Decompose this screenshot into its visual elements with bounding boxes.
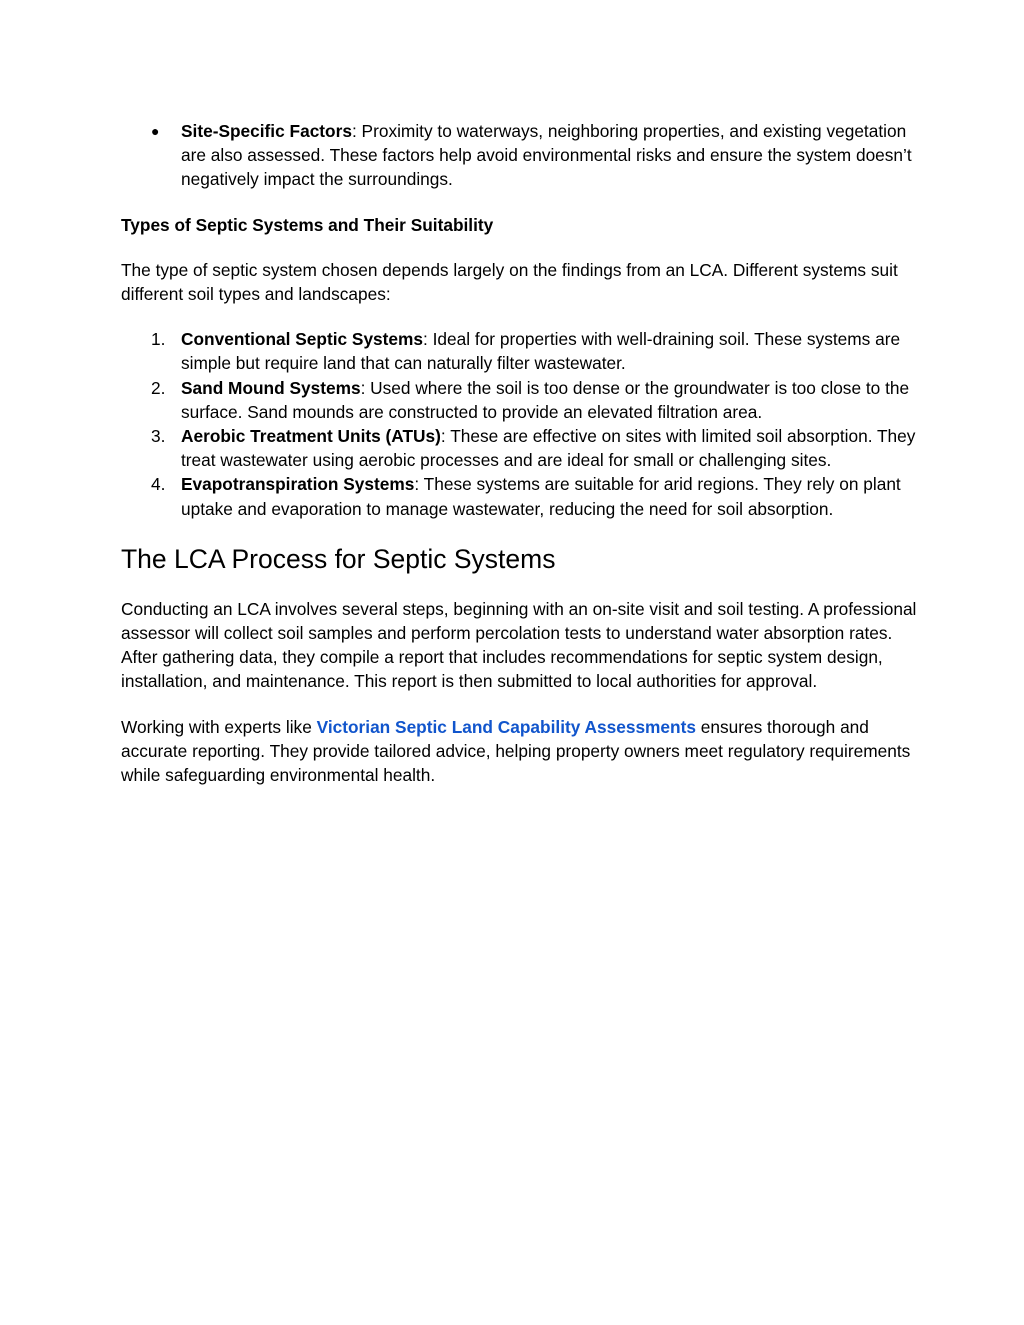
experts-paragraph	[121, 715, 921, 788]
septic-types-list	[121, 327, 921, 521]
list-item-text: : Proximity to waterways, neighboring properties, and existing vegetation are also assessed. These factors help avoid environmental risks and ensure the system doesn’t negatively impact the surroundings.	[181, 121, 912, 190]
list-item-number: 2.	[151, 377, 166, 398]
list-item-term: Sand Mound Systems	[181, 377, 361, 398]
section-heading-process: The LCA Process for Septic Systems	[121, 543, 556, 574]
experts-paragraph-tail: ensures thorough and accurate reporting. They provide tailored advice, helping property owners meet regulatory requirements while safeguarding environmental health.	[121, 716, 911, 786]
list-item	[121, 376, 921, 424]
list-item-text: : Ideal for properties with well-draining soil. These systems are simple but require land that can naturally filter wastewater.	[181, 329, 901, 374]
site-factors-list	[121, 119, 921, 192]
list-item	[121, 424, 921, 472]
list-item	[121, 119, 921, 192]
list-item-term: Aerobic Treatment Units (ATUs)	[181, 426, 441, 447]
list-item-text: : These systems are suitable for arid regions. They rely on plant uptake and evaporation to manage wastewater, reducing the need for soil absorption.	[181, 474, 901, 519]
types-intro-paragraph: The type of septic system chosen depends largely on the findings from an LCA. Different systems suit different soil types and landscapes:	[121, 259, 898, 305]
process-paragraph: Conducting an LCA involves several steps, beginning with an on-site visit and soil testing. A professional assessor will collect soil samples and perform percolation tests to understand water absorption rates. After gathering data, they compile a report that includes recommendations for septic system design, installation, and maintenance. This report is then submitted to local authorities for approval.	[121, 598, 917, 692]
list-item-term: Site-Specific Factors	[181, 121, 352, 141]
bullet-icon: ●	[151, 123, 160, 139]
document-content	[121, 119, 921, 787]
list-item-number: 3.	[151, 426, 166, 447]
list-item	[121, 472, 921, 520]
section-heading-types: Types of Septic Systems and Their Suitability	[121, 214, 494, 235]
victorian-septic-link[interactable]: Victorian Septic Land Capability Assessments	[316, 716, 696, 737]
list-item-term: Conventional Septic Systems	[181, 329, 424, 350]
list-item-text: : Used where the soil is too dense or the groundwater is too close to the surface. Sand mounds are constructed to provide an elevated filtration area.	[181, 377, 910, 422]
list-item	[121, 327, 921, 375]
list-item-number: 4.	[151, 474, 166, 495]
list-item-term: Evapotranspiration Systems	[181, 474, 415, 495]
list-item-text: : These are effective on sites with limited soil absorption. They treat wastewater using aerobic processes and are ideal for small or challenging sites.	[181, 426, 916, 471]
experts-paragraph-lead: Working with experts like	[121, 716, 317, 737]
list-item-number: 1.	[151, 329, 166, 350]
